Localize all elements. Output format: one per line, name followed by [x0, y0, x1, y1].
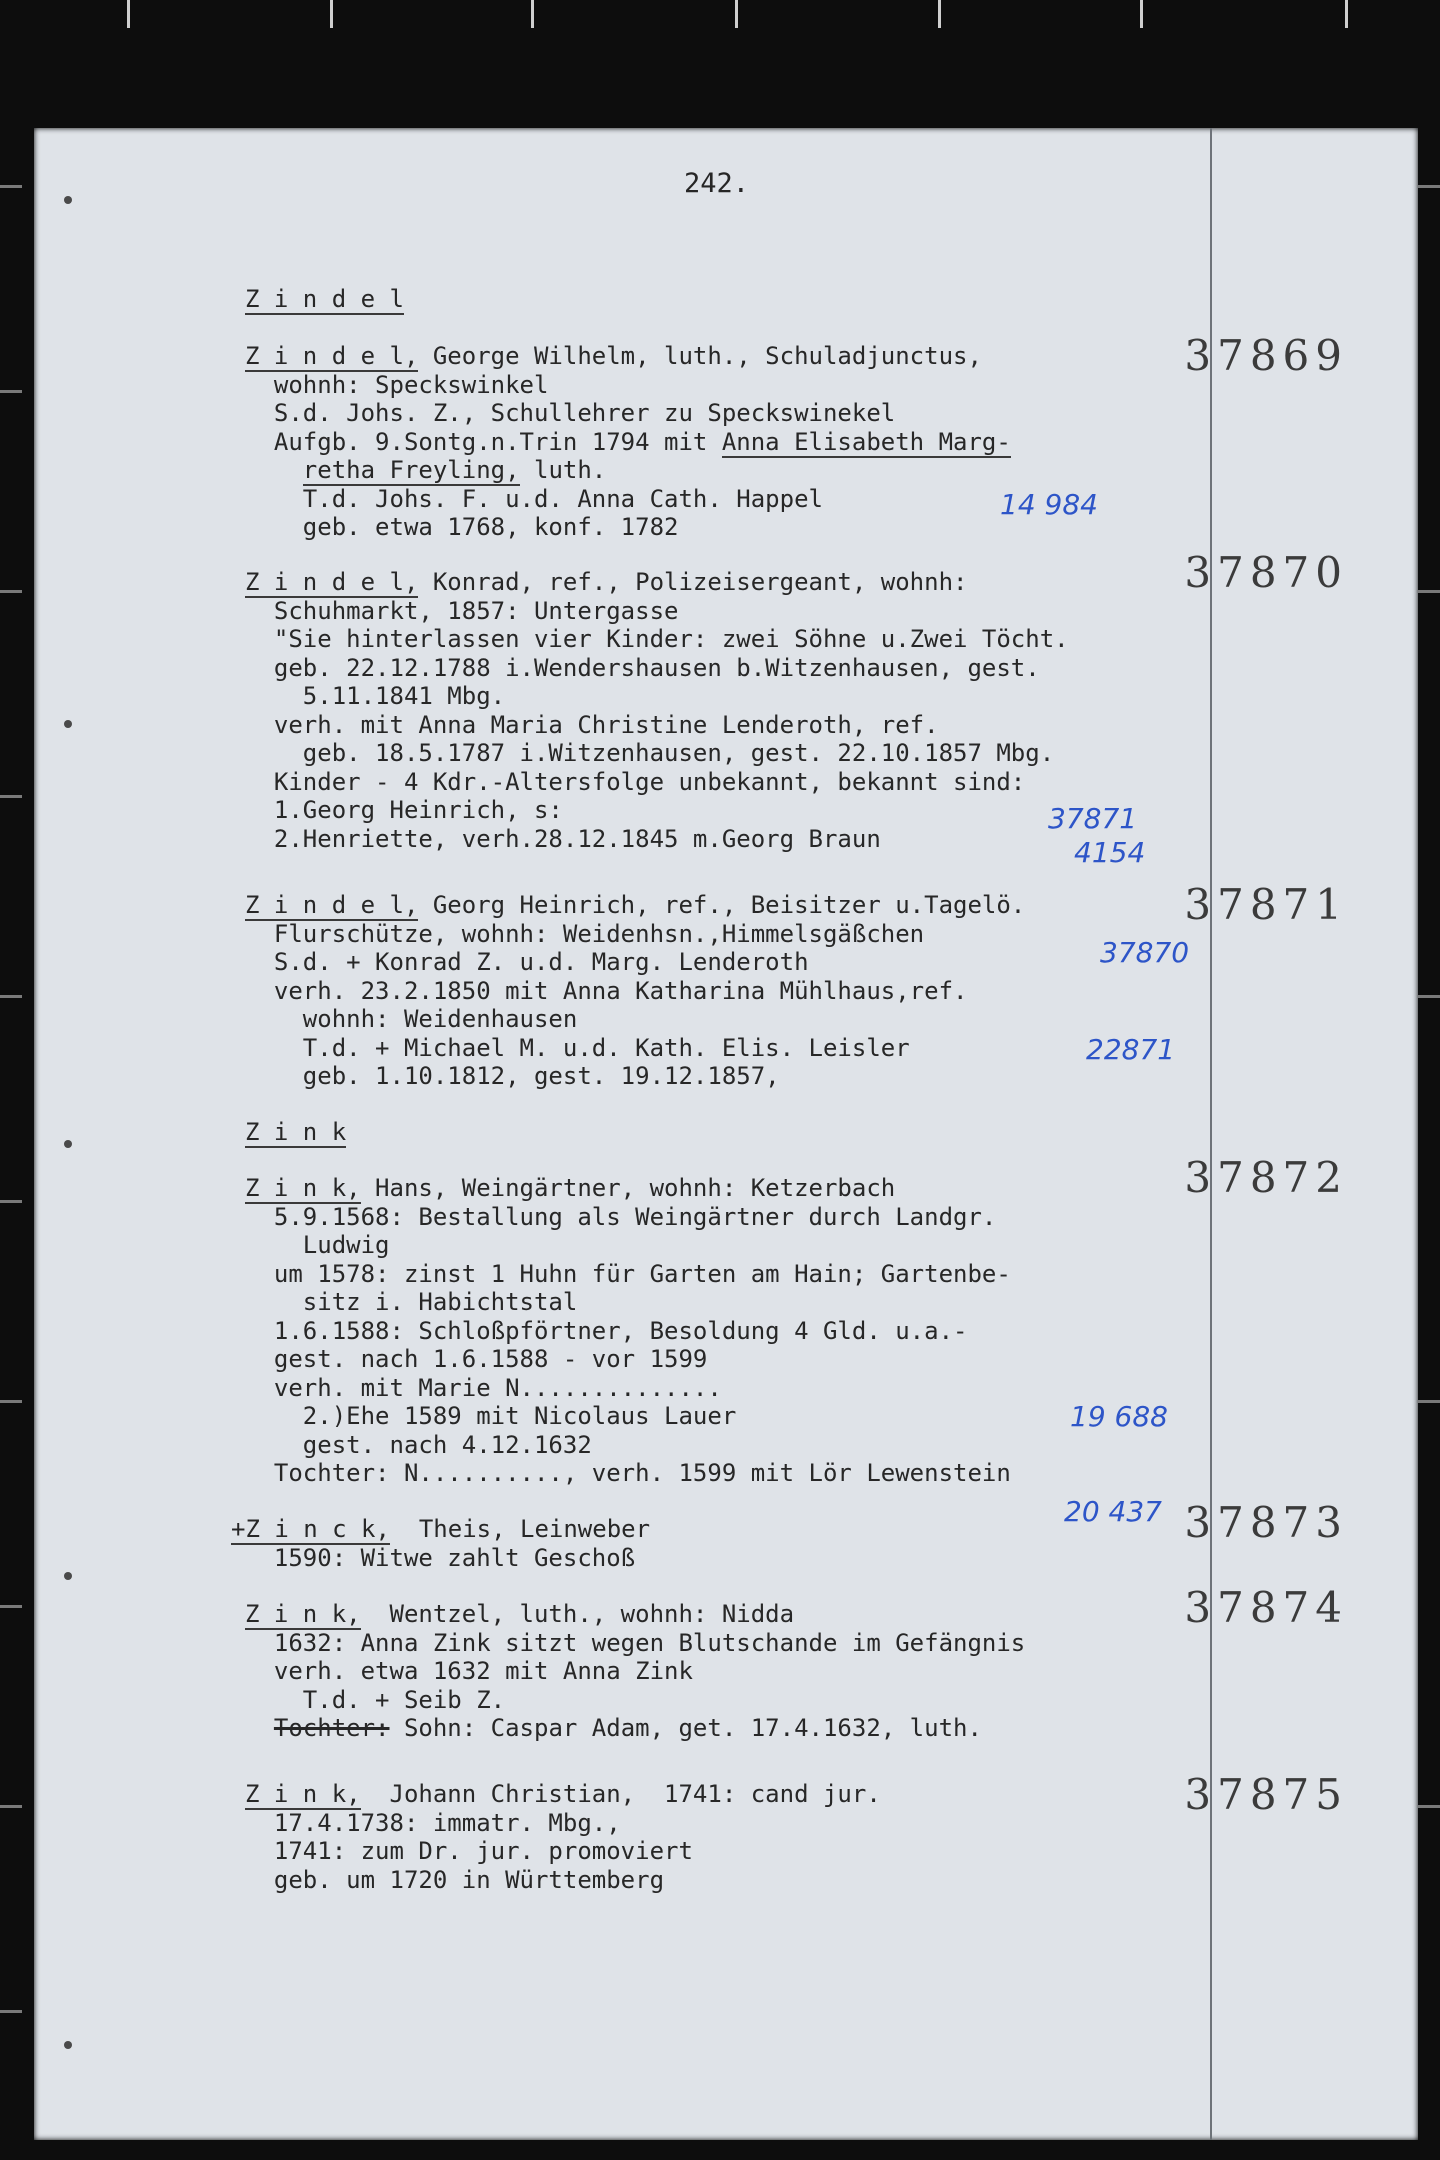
entry-line: Z i n k, Johann Christian, 1741: cand jur. [245, 1780, 881, 1808]
reference-number: 37872 [1184, 1153, 1348, 1202]
index-card-page [34, 128, 1418, 2140]
entry-line: gest. nach 1.6.1588 - vor 1599 [245, 1345, 708, 1373]
reference-number: 37875 [1184, 1770, 1348, 1819]
film-side-tick [0, 795, 22, 798]
film-side-tick [0, 1605, 22, 1608]
entry-line: Tochter: Sohn: Caspar Adam, get. 17.4.1632, luth. [273, 1714, 982, 1742]
film-side-tick [0, 185, 22, 188]
handwritten-number: 20 437 [1064, 1495, 1162, 1528]
film-side-tick [0, 1400, 22, 1403]
entry-line: wohnh: Weidenhausen [245, 1005, 578, 1033]
film-tick [330, 0, 333, 28]
entry-line: verh. etwa 1632 mit Anna Zink [245, 1657, 693, 1685]
entry-line: 5.9.1568: Bestallung als Weingärtner durch Landgr. [245, 1202, 997, 1231]
section-heading: Z i n k [245, 1118, 347, 1146]
entry-line: Z i n d e l, George Wilhelm, luth., Schuladjunctus, [245, 342, 982, 370]
reference-number: 37870 [1184, 548, 1348, 597]
handwritten-number: 37871 [1048, 802, 1138, 835]
entry-line: geb. etwa 1768, konf. 1782 [245, 513, 679, 541]
film-side-tick [0, 590, 22, 593]
entry-line: 1741: zum Dr. jur. promoviert [245, 1837, 693, 1865]
entry-line: 2.Henriette, verh.28.12.1845 m.Georg Braun [245, 824, 881, 853]
entry-line: 5.11.1841 Mbg. [245, 682, 506, 710]
entry-line: sitz i. Habichtstal [245, 1288, 578, 1316]
margin-rule [1210, 128, 1212, 2140]
handwritten-number: 4154 [1074, 836, 1146, 869]
film-side-tick [1418, 590, 1440, 593]
entry-line: T.d. + Seib Z. [245, 1685, 506, 1714]
section-heading: Z i n d e l [245, 285, 404, 313]
handwritten-number: 14 984 [1000, 488, 1098, 521]
film-side-tick [1418, 995, 1440, 998]
punch-hole [64, 2041, 72, 2049]
entry-line: T.d. + Michael M. u.d. Kath. Elis. Leisler [245, 1033, 910, 1062]
reference-number: 37873 [1184, 1498, 1348, 1547]
entry-line: verh. 23.2.1850 mit Anna Katharina Mühlhaus,ref. [245, 976, 968, 1005]
entry-line: 1.6.1588: Schloßpförtner, Besoldung 4 Gld. u.a.- [245, 1316, 968, 1345]
punch-hole [64, 1140, 72, 1148]
entry-line: 1632: Anna Zink sitzt wegen Blutschande im Gefängnis [245, 1628, 1026, 1657]
entry-line: S.d. Johs. Z., Schullehrer zu Speckswinekel [245, 399, 896, 427]
entry-line: Z i n k, Wentzel, luth., wohnh: Nidda [245, 1600, 795, 1628]
punch-hole [64, 1572, 72, 1580]
entry-line: verh. mit Marie N.............. [245, 1373, 722, 1402]
punch-hole [64, 720, 72, 728]
entry-line: um 1578: zinst 1 Huhn für Garten am Hain; Gartenbe- [245, 1259, 1011, 1288]
entry-line: +Z i n c k, Theis, Leinweber [231, 1515, 651, 1543]
entry-line: Tochter: N.........., verh. 1599 mit Lör Lewenstein [245, 1459, 1011, 1487]
film-side-tick [0, 995, 22, 998]
page-number: 242. [684, 168, 750, 199]
entry-line: "Sie hinterlassen vier Kinder: zwei Söhne u.Zwei Töcht. [245, 625, 1069, 653]
film-side-tick [1418, 185, 1440, 188]
entry-line: Z i n d e l, Konrad, ref., Polizeisergeant, wohnh: [245, 568, 968, 596]
entry-line: 1.Georg Heinrich, s: [245, 796, 563, 824]
film-side-tick [1418, 1805, 1440, 1808]
film-tick [938, 0, 941, 28]
film-side-tick [0, 1805, 22, 1808]
entry-line: geb. 22.12.1788 i.Wendershausen b.Witzenhausen, gest. [245, 653, 1040, 682]
entry-line: geb. 18.5.1787 i.Witzenhausen, gest. 22.10.1857 Mbg. [245, 739, 1055, 767]
entry-line: T.d. Johs. F. u.d. Anna Cath. Happel [245, 484, 823, 513]
handwritten-number: 37870 [1100, 936, 1190, 969]
handwritten-number: 22871 [1086, 1033, 1176, 1066]
entry-line: 2.)Ehe 1589 mit Nicolaus Lauer [245, 1402, 737, 1430]
film-tick [127, 0, 130, 28]
film-side-tick [0, 390, 22, 393]
entry-line: S.d. + Konrad Z. u.d. Marg. Lenderoth [245, 948, 809, 976]
entry-line: Schuhmarkt, 1857: Untergasse [245, 596, 679, 625]
handwritten-number: 19 688 [1070, 1400, 1168, 1433]
reference-number: 37869 [1184, 331, 1348, 380]
entry-line: geb. um 1720 in Württemberg [245, 1865, 665, 1894]
entry-line: wohnh: Speckswinkel [245, 370, 549, 399]
film-side-tick [1418, 1400, 1440, 1403]
entry-line: geb. 1.10.1812, gest. 19.12.1857, [245, 1062, 780, 1090]
entry-line: 1590: Witwe zahlt Geschoß [245, 1543, 636, 1572]
entry-line: Flurschütze, wohnh: Weidenhsn.,Himmelsgäßchen [245, 919, 925, 948]
reference-number: 37871 [1184, 880, 1348, 929]
punch-hole [64, 196, 72, 204]
film-tick [531, 0, 534, 28]
film-side-tick [0, 1200, 22, 1203]
entry-line: Kinder - 4 Kdr.-Altersfolge unbekannt, bekannt sind: [245, 767, 1026, 796]
entry-line: 17.4.1738: immatr. Mbg., [245, 1808, 621, 1837]
film-side-tick [0, 2010, 22, 2013]
entry-line: retha Freyling, luth. [302, 456, 607, 484]
film-tick [735, 0, 738, 28]
reference-number: 37874 [1184, 1583, 1348, 1632]
film-tick [1140, 0, 1143, 28]
entry-line: gest. nach 4.12.1632 [245, 1430, 592, 1459]
entry-line: Ludwig [245, 1231, 390, 1259]
film-tick [1345, 0, 1348, 28]
entry-line: Z i n k, Hans, Weingärtner, wohnh: Ketzerbach [245, 1174, 896, 1202]
entry-line: verh. mit Anna Maria Christine Lenderoth, ref. [245, 710, 939, 739]
entry-line: Z i n d e l, Georg Heinrich, ref., Beisitzer u.Tagelö. [245, 891, 1026, 919]
entry-line: Aufgb. 9.Sontg.n.Trin 1794 mit Anna Elisabeth Marg- [245, 427, 1011, 456]
